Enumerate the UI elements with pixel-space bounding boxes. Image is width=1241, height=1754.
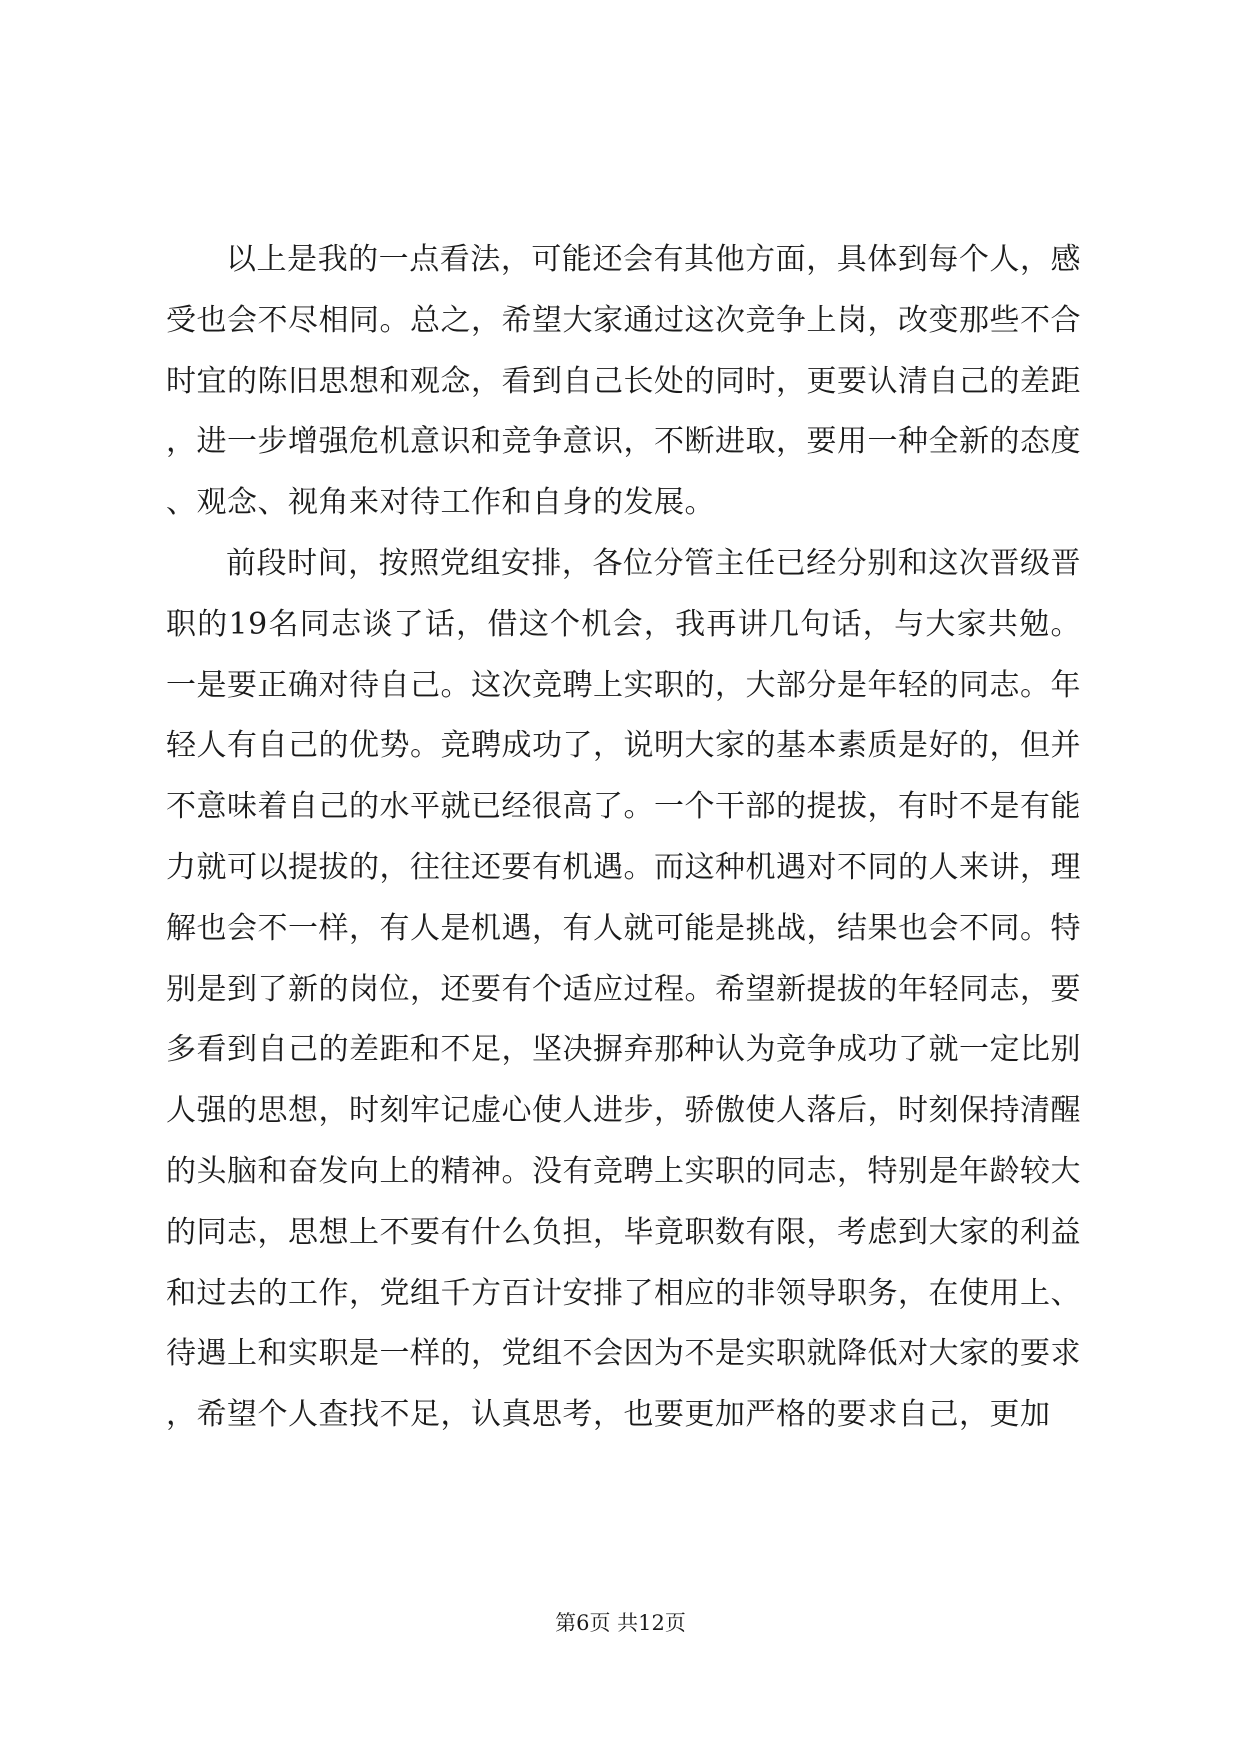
page-number-footer: 第6页 共12页: [555, 1611, 686, 1635]
document-body: [166, 230, 1081, 1446]
paragraph-2: 前段时间，按照党组安排，各位分管主任已经分别和这次晋级晋职的19名同志谈了话，借这个机会，我再讲几句话，与大家共勉。一是要正确对待自己。这次竞聘上实职的，大部分是年轻的同志。年轻人有自己的优势。竞聘成功了，说明大家的基本素质是好的，但并不意味着自己的水平就已经很高了。一个干部的提拔，有时不是有能力就可以提拔的，往往还要有机遇。而这种机遇对不同的人来讲，理解也会不一样，有人是机遇，有人就可能是挑战，结果也会不同。特别是到了新的岗位，还要有个适应过程。希望新提拔的年轻同志，要多看到自己的差距和不足，坚决摒弃那种认为竞争成功了就一定比别人强的思想，时刻牢记虚心使人进步，骄傲使人落后，时刻保持清醒的头脑和奋发向上的精神。没有竞聘上实职的同志，特别是年龄较大的同志，思想上不要有什么负担，毕竟职数有限，考虑到大家的利益和过去的工作，党组千方百计安排了相应的非领导职务，在使用上、待遇上和实职是一样的，党组不会因为不是实职就降低对大家的要求，希望个人查找不足，认真思考，也要更加严格的要求自己，更加: [166, 545, 1081, 1433]
paragraph-1: 以上是我的一点看法，可能还会有其他方面，具体到每个人，感受也会不尽相同。总之，希望大家通过这次竞争上岗，改变那些不合时宜的陈旧思想和观念，看到自己长处的同时，更要认清自己的差距，进一步增强危机意识和竞争意识，不断进取，要用一种全新的态度、观念、视角来对待工作和自身的发展。: [166, 242, 1081, 521]
